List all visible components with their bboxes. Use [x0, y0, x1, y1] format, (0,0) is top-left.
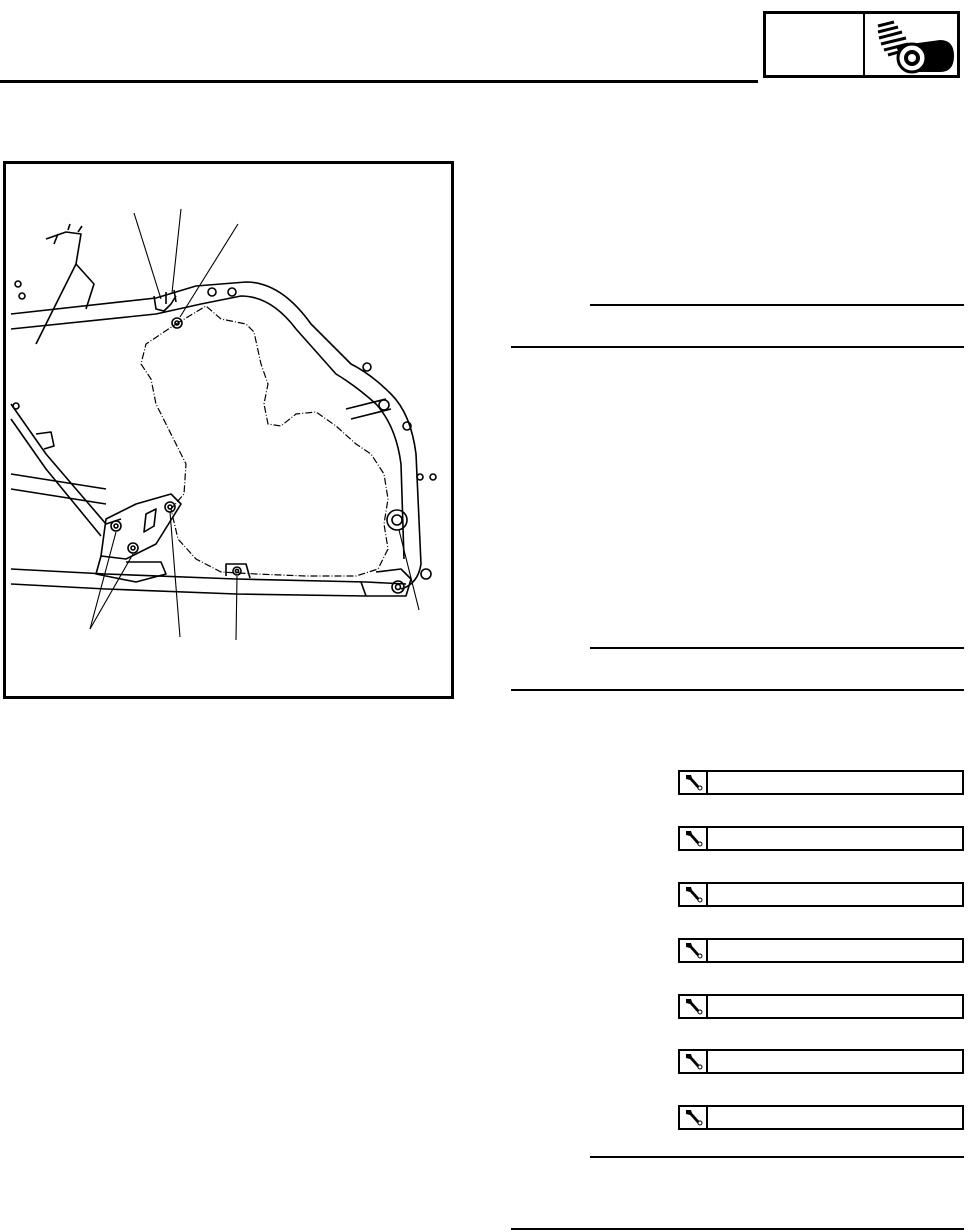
torque-spec-box: [678, 1105, 964, 1130]
torque-wrench-icon: [680, 772, 708, 793]
section-rule: [590, 1156, 964, 1158]
torque-spec-box: [678, 882, 964, 907]
header-rule: [0, 80, 758, 83]
torque-wrench-icon: [680, 828, 708, 849]
torque-spec-box: [678, 826, 964, 851]
torque-wrench-icon: [680, 884, 708, 905]
torque-wrench-icon: [680, 1051, 708, 1072]
frame-illustration: [3, 161, 454, 699]
chapter-tab-divider: [863, 14, 865, 75]
engine-cylinder-icon: [870, 18, 956, 74]
torque-spec-box: [678, 994, 964, 1019]
torque-spec-box: [678, 770, 964, 795]
torque-wrench-icon: [680, 996, 708, 1017]
torque-wrench-icon: [680, 1107, 708, 1128]
section-rule: [511, 689, 964, 691]
torque-spec-box: [678, 938, 964, 963]
chapter-label: [766, 14, 863, 75]
torque-spec-box: [678, 1049, 964, 1074]
section-rule: [511, 1228, 964, 1230]
chapter-tab: [763, 11, 960, 78]
torque-wrench-icon: [680, 940, 708, 961]
section-rule: [590, 647, 964, 649]
frame-drawing: [6, 164, 451, 696]
section-rule: [590, 304, 964, 306]
section-rule: [511, 346, 964, 348]
